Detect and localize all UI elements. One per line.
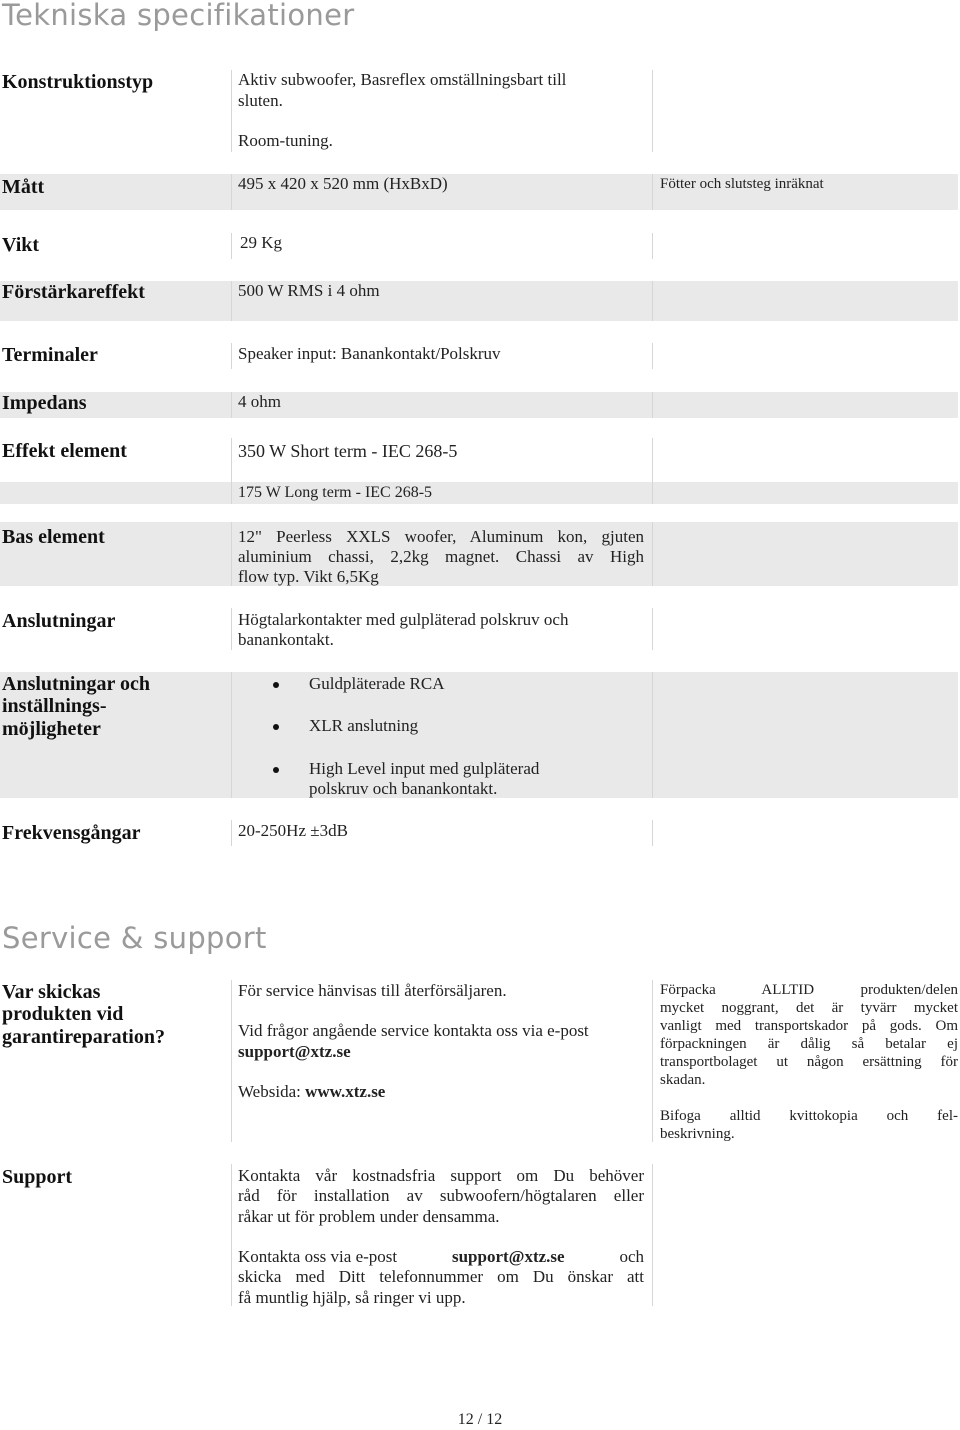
vikt-value: 29 Kg bbox=[240, 233, 283, 252]
divider bbox=[231, 438, 232, 504]
specs-title: Tekniska specifikationer bbox=[2, 0, 355, 32]
service-info-line2: Vid frågor angående service kontakta oss via e-post bbox=[238, 1021, 589, 1040]
divider bbox=[231, 1164, 232, 1306]
matt-note: Fötter och slutsteg inräknat bbox=[660, 176, 824, 192]
divider bbox=[231, 980, 232, 1142]
bas-element-line1: 12" Peerless XXLS woofer, Aluminum kon, gjuten bbox=[238, 527, 644, 546]
shipping-note-line1: Förpacka ALLTID produkten/delen bbox=[660, 982, 958, 998]
konstruktionstyp-line2: sluten. bbox=[238, 91, 283, 110]
bas-element-line2: aluminium chassi, 2,2kg magnet. Chassi av High bbox=[238, 547, 644, 566]
terminaler-label: Terminaler bbox=[2, 344, 98, 366]
divider bbox=[652, 522, 653, 586]
support-line2: råd för installation av subwoofern/högtalaren eller bbox=[238, 1186, 644, 1205]
divider bbox=[231, 608, 232, 650]
divider bbox=[231, 672, 232, 798]
divider bbox=[231, 233, 232, 259]
shipping-note-line4: förpackningen är dålig så betalar ej bbox=[660, 1036, 958, 1052]
effekt-element-label: Effekt element bbox=[2, 440, 127, 462]
forstarkareffekt-value: 500 W RMS i 4 ohm bbox=[238, 281, 380, 300]
konstruktionstyp-line1: Aktiv subwoofer, Basreflex omställningsbart till bbox=[238, 70, 567, 89]
frekvensgangar-value: 20-250Hz ±3dB bbox=[238, 821, 348, 840]
divider bbox=[231, 820, 232, 846]
konstruktionstyp-line3: Room-tuning. bbox=[238, 131, 333, 150]
terminaler-value: Speaker input: Banankontakt/Polskruv bbox=[238, 344, 501, 363]
divider bbox=[231, 281, 232, 321]
shipping-note-line2: mycket noggrant, det är tyvärr mycket bbox=[660, 1000, 958, 1016]
shipping-note-line7: Bifoga alltid kvittokopia och fel- bbox=[660, 1108, 958, 1124]
divider bbox=[231, 343, 232, 369]
page-number: 12 / 12 bbox=[457, 1411, 503, 1428]
divider bbox=[231, 392, 232, 418]
impedans-label: Impedans bbox=[2, 392, 87, 414]
support-line4 bbox=[238, 1247, 644, 1267]
shipping-note-line6: skadan. bbox=[660, 1072, 706, 1088]
anslutningar-och-label-1: Anslutningar och bbox=[2, 673, 151, 695]
service-website bbox=[238, 1082, 385, 1102]
shipping-note-line8: beskrivning. bbox=[660, 1126, 735, 1142]
website-link[interactable]: www.xtz.se bbox=[305, 1082, 386, 1101]
support-line4-text: Kontakta oss via e-post bbox=[238, 1247, 398, 1266]
divider bbox=[231, 522, 232, 586]
bullet-item-high-level-2: polskruv och banankontakt. bbox=[309, 779, 498, 798]
divider bbox=[652, 233, 653, 259]
support-line6: få muntlig hjälp, så ringer vi upp. bbox=[238, 1288, 466, 1307]
divider bbox=[652, 1164, 653, 1306]
support-line4-end: och bbox=[619, 1247, 644, 1266]
bullet-icon bbox=[273, 724, 279, 730]
divider bbox=[652, 980, 653, 1142]
impedans-value: 4 ohm bbox=[238, 392, 281, 411]
divider bbox=[652, 281, 653, 321]
vikt-label: Vikt bbox=[2, 234, 40, 256]
frekvensgangar-label: Frekvensgångar bbox=[2, 822, 141, 844]
anslutningar-label: Anslutningar bbox=[2, 610, 116, 632]
bullet-icon bbox=[273, 767, 279, 773]
divider bbox=[652, 174, 653, 210]
support-line5: skicka med Ditt telefonnummer om Du önskar att bbox=[238, 1267, 644, 1286]
var-skickas-label-1: Var skickas bbox=[2, 981, 101, 1003]
matt-value: 495 x 420 x 520 mm (HxBxD) bbox=[238, 174, 448, 193]
website-prefix: Websida: bbox=[238, 1082, 306, 1101]
anslutningar-line2: banankontakt. bbox=[238, 630, 334, 649]
support-line1: Kontakta vår kostnadsfria support om Du behöver bbox=[238, 1166, 644, 1185]
forstarkareffekt-label: Förstärkareffekt bbox=[2, 281, 145, 303]
matt-label: Mått bbox=[2, 176, 45, 198]
effekt-element-value1: 350 W Short term - IEC 268-5 bbox=[238, 441, 458, 461]
bullet-item-rca: Guldpläterade RCA bbox=[309, 674, 445, 693]
var-skickas-label-3: garantireparation? bbox=[2, 1026, 165, 1048]
bas-element-label: Bas element bbox=[2, 526, 105, 548]
divider bbox=[652, 392, 653, 418]
anslutningar-och-label-2: inställnings- bbox=[2, 695, 107, 717]
support-line3: råkar ut för problem under densamma. bbox=[238, 1207, 500, 1226]
divider bbox=[652, 820, 653, 846]
bullet-item-high-level-1: High Level input med gulpläterad bbox=[309, 759, 540, 778]
shipping-note-line3: vanligt med transportskador på gods. Om bbox=[660, 1018, 958, 1034]
service-email-link[interactable]: support@xtz.se bbox=[238, 1042, 351, 1061]
shipping-note-line5: transportbolaget ut någon ersättning för bbox=[660, 1054, 958, 1070]
anslutningar-och-label-3: möjligheter bbox=[2, 718, 101, 740]
divider bbox=[652, 608, 653, 650]
divider bbox=[652, 343, 653, 369]
divider bbox=[231, 70, 232, 152]
divider bbox=[231, 174, 232, 210]
konstruktionstyp-label: Konstruktionstyp bbox=[2, 71, 154, 93]
divider bbox=[652, 438, 653, 504]
service-info-line1: För service hänvisas till återförsäljaren. bbox=[238, 981, 507, 1000]
row-bg-impedans bbox=[0, 392, 958, 418]
service-title: Service & support bbox=[2, 921, 267, 955]
support-label: Support bbox=[2, 1166, 73, 1188]
support-email-link[interactable]: support@xtz.se bbox=[451, 1247, 565, 1266]
bas-element-line3: flow typ. Vikt 6,5Kg bbox=[238, 567, 379, 586]
divider bbox=[652, 70, 653, 152]
effekt-element-value2: 175 W Long term - IEC 268-5 bbox=[238, 484, 433, 501]
var-skickas-label-2: produkten vid bbox=[2, 1003, 124, 1025]
row-bg-effekt bbox=[0, 482, 958, 504]
bullet-item-xlr: XLR anslutning bbox=[309, 716, 419, 735]
divider bbox=[652, 672, 653, 798]
bullet-icon bbox=[273, 682, 279, 688]
anslutningar-line1: Högtalarkontakter med gulpläterad polskruv och bbox=[238, 610, 569, 629]
